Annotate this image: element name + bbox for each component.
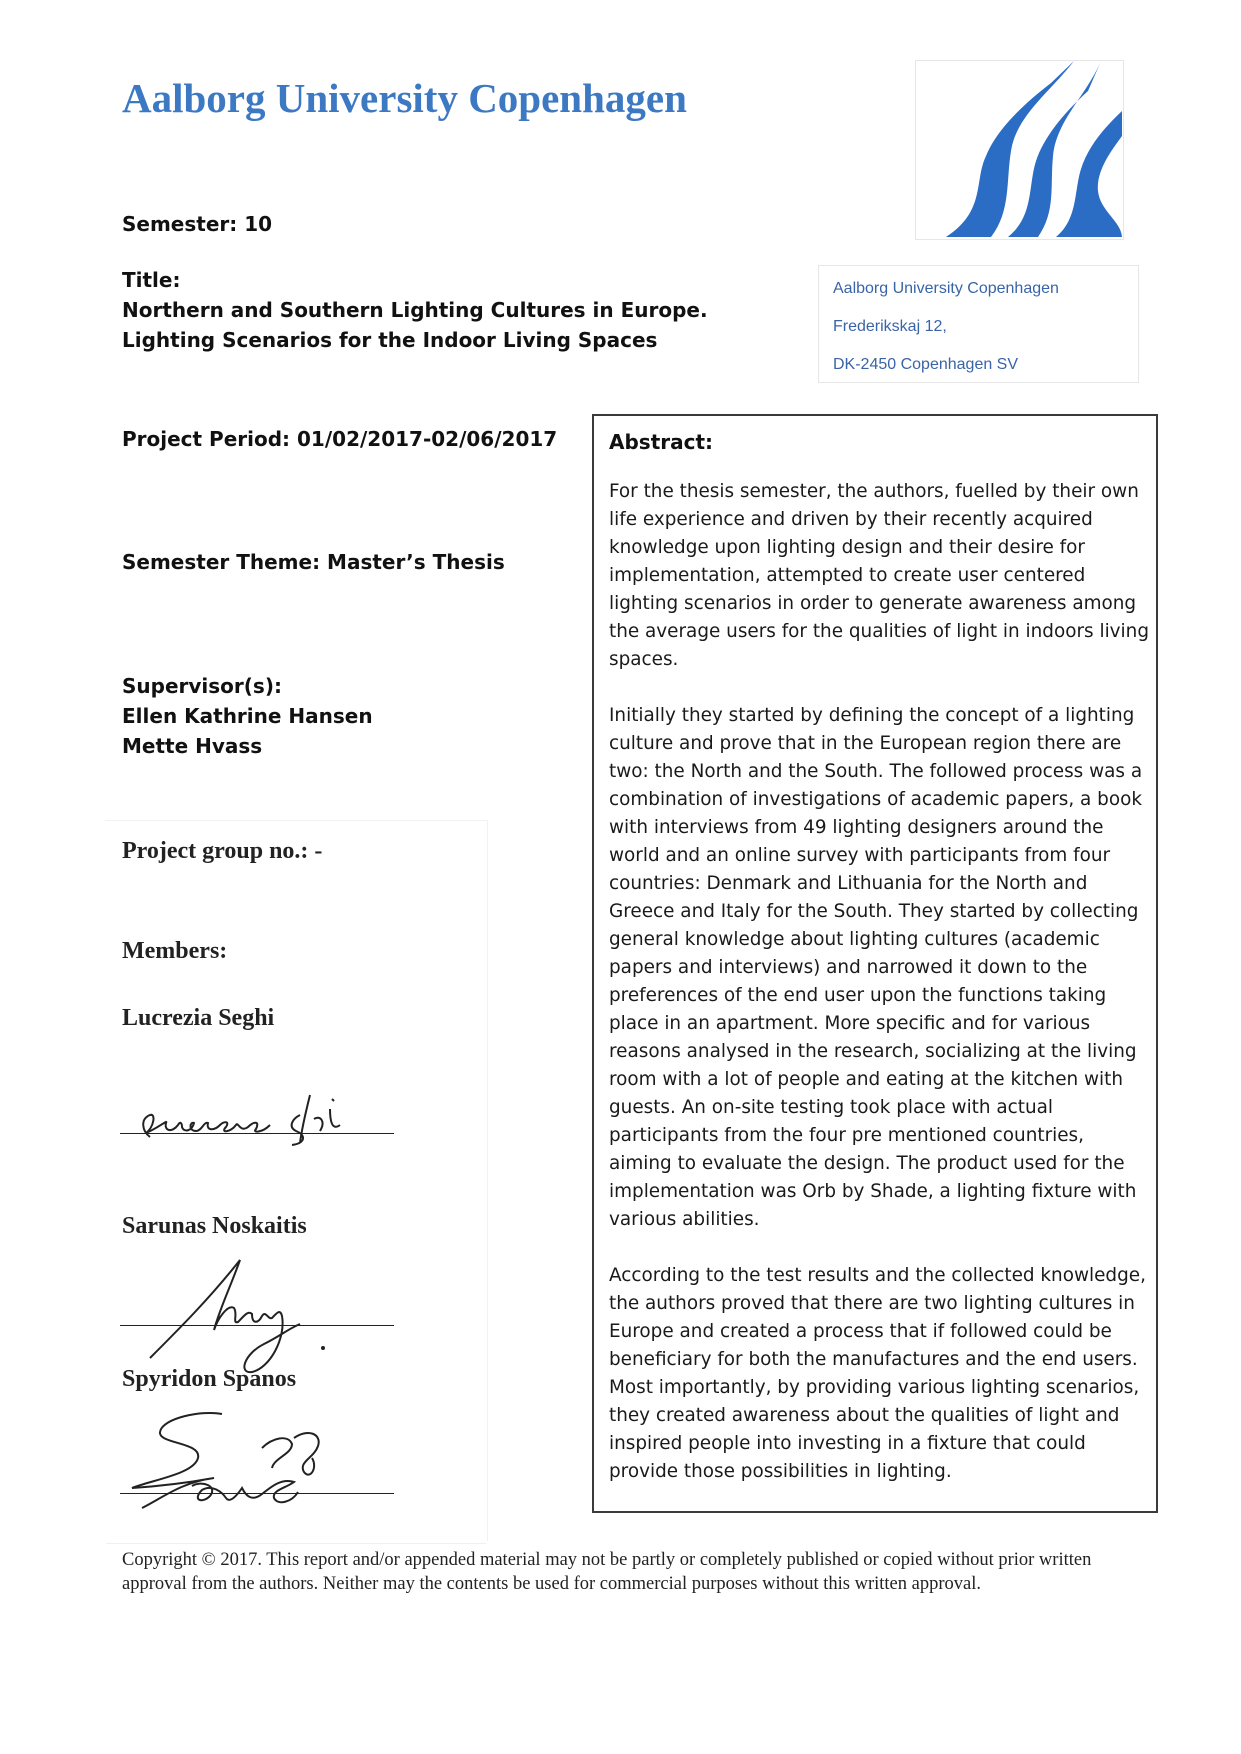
semester-theme: Semester Theme: Master’s Thesis xyxy=(122,550,505,574)
supervisor-name: Mette Hvass xyxy=(122,734,263,758)
supervisor-name: Ellen Kathrine Hansen xyxy=(122,704,373,728)
signature-line xyxy=(120,1325,394,1326)
abstract-paragraph: For the thesis semester, the authors, fuelled by their own life experience and driven by their recently acquired knowledge upon lighting design and their desire for implementation, attempted to create user centered lighting scenarios in order to generate awareness among the average users for the qualities of light in indoors living spaces. xyxy=(609,481,1150,670)
signature-lucrezia-seghi xyxy=(120,1075,410,1147)
university-title: Aalborg University Copenhagen xyxy=(122,75,687,121)
supervisors-label: Supervisor(s): xyxy=(122,674,282,698)
divider xyxy=(106,1543,486,1544)
signature-line xyxy=(120,1133,394,1134)
abstract-heading: Abstract: xyxy=(609,430,714,454)
copyright-notice: Copyright © 2017. This report and/or appended material may not be partly or completely published or copied without prior written approval from the authors. Neither may the contents be used for commercial purposes without this written approval. xyxy=(122,1550,1092,1594)
title-label: Title: xyxy=(122,268,181,292)
semester: Semester: 10 xyxy=(122,212,273,236)
member-name: Lucrezia Seghi xyxy=(122,1005,275,1031)
address-box xyxy=(818,265,1139,383)
members-label: Members: xyxy=(122,938,228,964)
aau-wave-logo-icon xyxy=(916,61,1123,239)
project-period: Project Period: 01/02/2017-02/06/2017 xyxy=(122,427,558,451)
signature-line xyxy=(120,1493,394,1494)
member-name: Sarunas Noskaitis xyxy=(122,1213,307,1239)
address-line: Frederikskaj 12, xyxy=(833,318,947,335)
project-group: Project group no.: - xyxy=(122,838,323,864)
title-line-2: Lighting Scenarios for the Indoor Living Spaces xyxy=(122,328,658,352)
signature-sarunas-noskaitis xyxy=(140,1258,350,1378)
address-line: DK-2450 Copenhagen SV xyxy=(833,356,1019,373)
abstract-paragraph: According to the test results and the collected knowledge, the authors proved that there are two lighting cultures in Europe and created a process that if followed could be beneficiary for both the manufactures and the end users. Most importantly, by providing various lighting scenarios, they created awareness about the qualities of light and inspired people into investing in a fixture that could provide those possibilities in lighting. xyxy=(609,1265,1146,1482)
university-logo xyxy=(915,60,1124,240)
abstract-paragraph: Initially they started by defining the concept of a lighting culture and prove that in the European region there are two: the North and the South. The followed process was a combination of investigations of academic papers, a book with interviews from 49 lighting designers around the world and an online survey with participants from four countries: Denmark and Lithuania for the North and Greece and Italy for the South. They started by collecting general knowledge about lighting cultures (academic papers and interviews) and narrowed it down to the preferences of the end user upon the functions taking place in an apartment. More specific and for various reasons analysed in the research, socializing at the living room with a lot of people and eating at the kitchen with guests. An on-site testing took place with actual participants from the four pre mentioned countries, aiming to evaluate the design. The product used for the implementation was Orb by Shade, a lighting fixture with various abilities. xyxy=(609,705,1143,1230)
signature-spyridon-spanos xyxy=(122,1408,352,1518)
member-name: Spyridon Spanos xyxy=(122,1366,297,1392)
address-line: Aalborg University Copenhagen xyxy=(833,280,1059,297)
abstract-box xyxy=(592,414,1158,1513)
title-line-1: Northern and Southern Lighting Cultures in Europe. xyxy=(122,298,708,322)
